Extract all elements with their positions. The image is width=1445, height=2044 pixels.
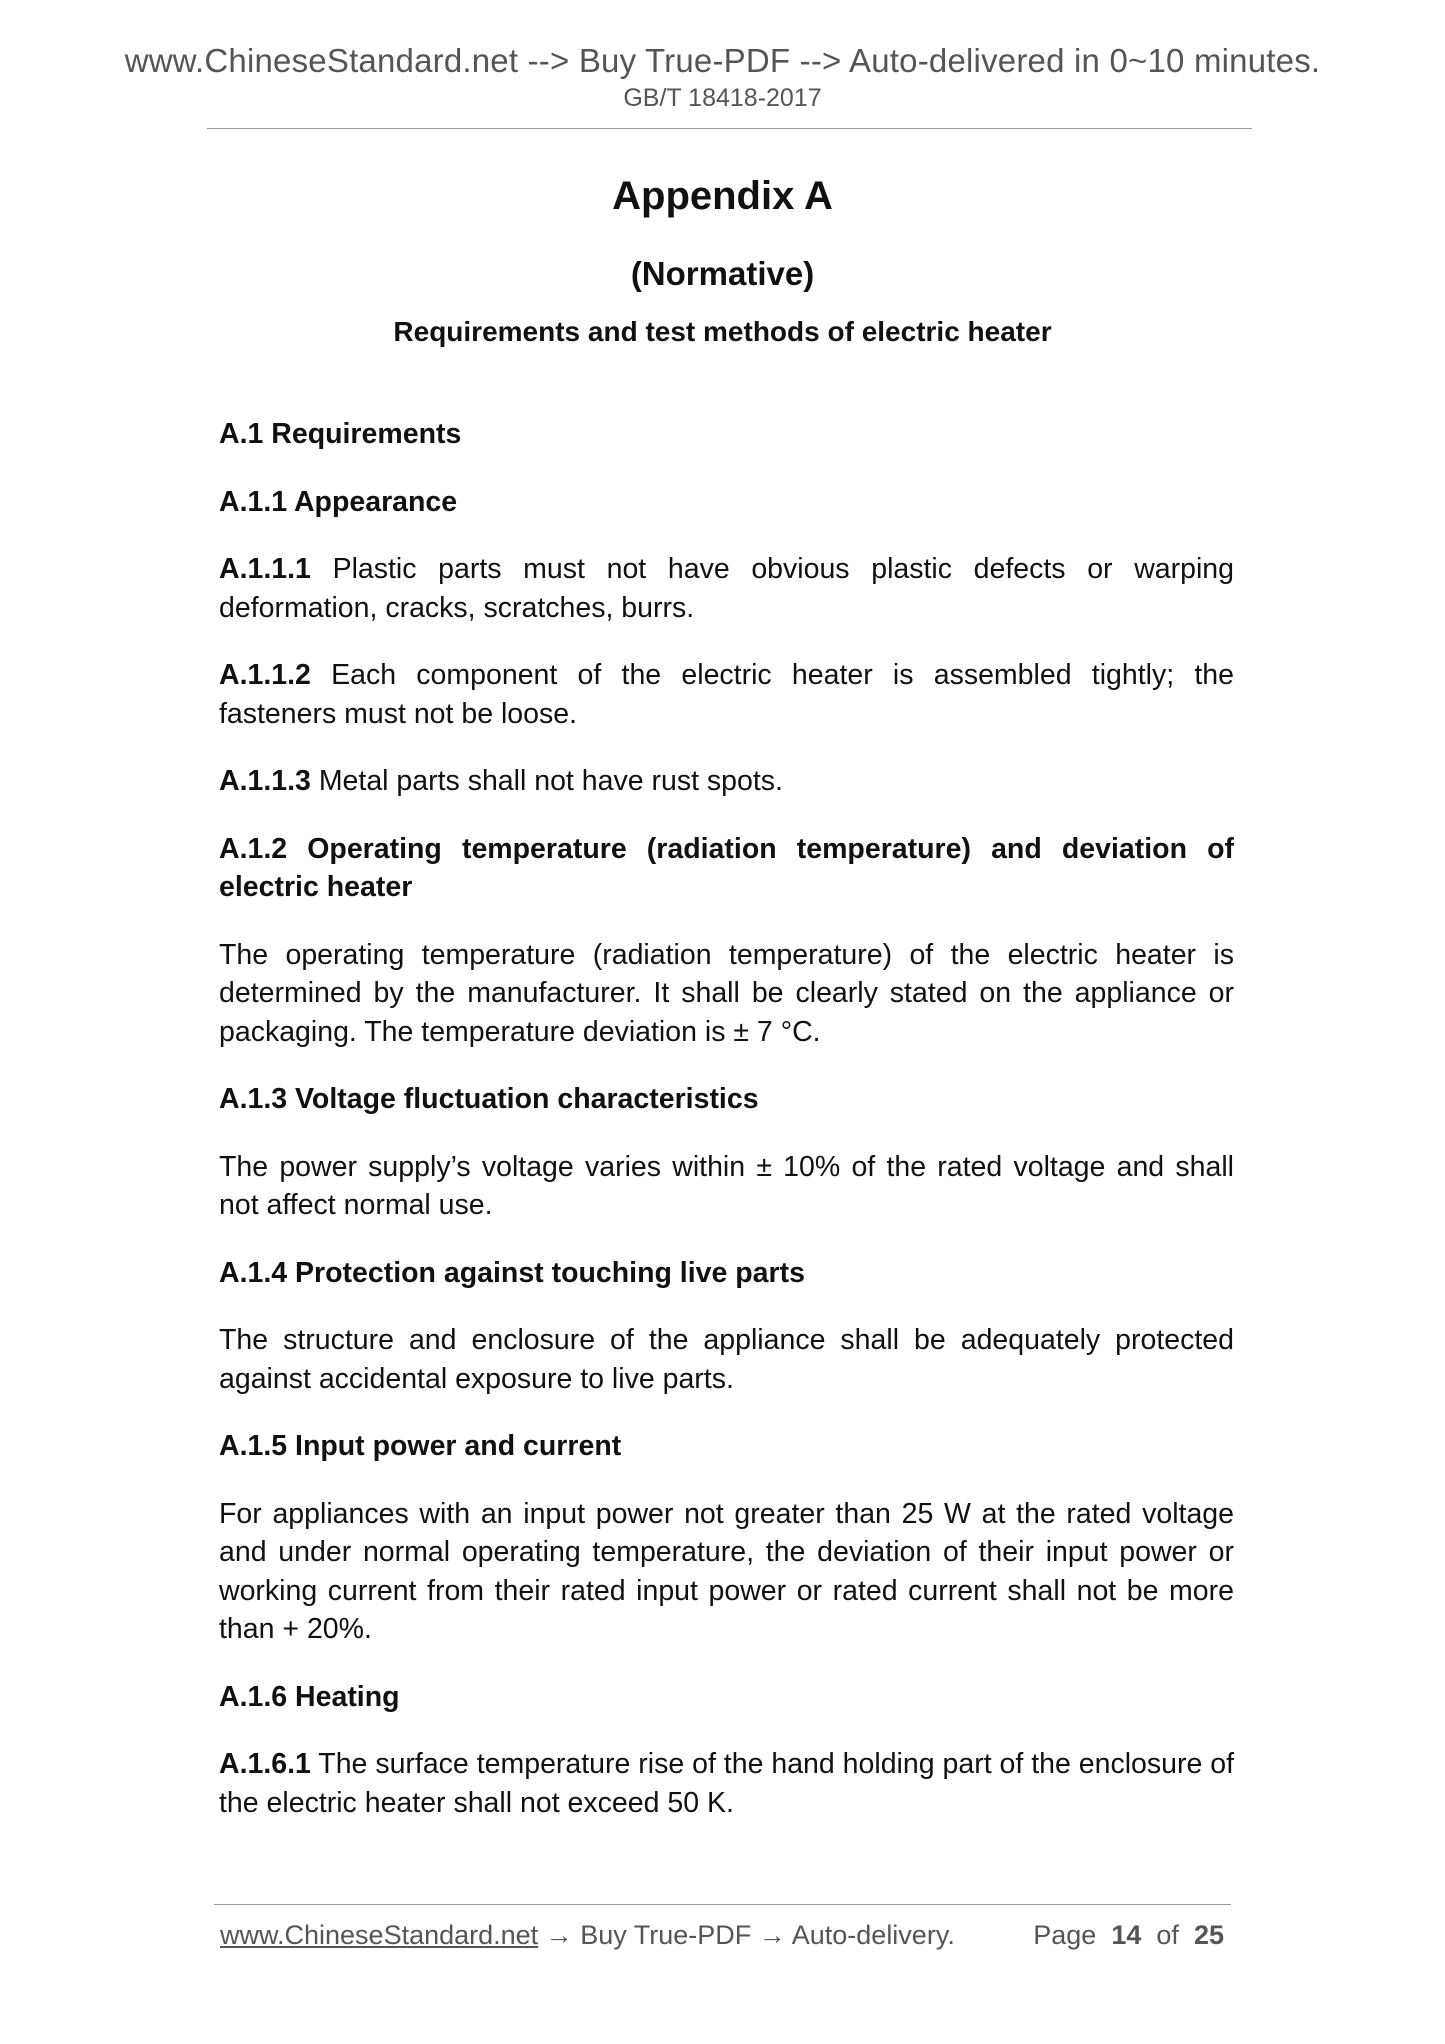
section-heading-a1-5: A.1.5 Input power and current xyxy=(219,1430,622,1462)
header-divider xyxy=(207,128,1252,129)
section-heading-a1: A.1 Requirements xyxy=(219,418,462,450)
clause-number: A.1.6.1 xyxy=(219,1748,311,1780)
clause-number: A.1.1.1 xyxy=(219,553,311,585)
section-heading-a1-3: A.1.3 Voltage fluctuation characteristics xyxy=(219,1083,759,1115)
paragraph-a1-5: For appliances with an input power not greater than 25 W at the rated voltage and under normal operating temperature, the deviation of their input power or working current from their rated input power or rated current shall not be more than + 20%. xyxy=(219,1497,1234,1645)
clause-a1-1-2 xyxy=(219,656,1234,733)
clause-text: Each component of the electric heater is assembled tightly; the fasteners must not be loose. xyxy=(219,659,1234,730)
section-heading-a1-6: A.1.6 Heating xyxy=(219,1680,400,1713)
section-heading-a1-4: A.1.4 Protection against touching live parts xyxy=(219,1256,805,1289)
page-title: Appendix A xyxy=(612,174,833,218)
footer-divider xyxy=(214,1904,1231,1905)
clause-a1-1-1 xyxy=(219,550,1234,627)
clause-text: Metal parts shall not have rust spots. xyxy=(318,765,783,797)
clause-a1-6-1 xyxy=(219,1745,1234,1822)
footer-delivery-text: → Buy True-PDF → Auto-delivery. xyxy=(538,1920,955,1950)
clause-number: A.1.1.2 xyxy=(219,659,311,691)
document-heading: Requirements and test methods of electric heater xyxy=(393,316,1052,347)
page-label: Page xyxy=(1033,1920,1097,1950)
page-number: 14 xyxy=(1111,1920,1142,1950)
section-heading-a1-1: A.1.1 Appearance xyxy=(219,485,458,518)
document-body xyxy=(219,415,1234,1851)
section-heading-a1-2: A.1.2 Operating temperature (radiation temperature) and deviation of electric heater xyxy=(219,832,1234,903)
standard-number: GB/T 18418-2017 xyxy=(623,84,822,112)
clause-text: Plastic parts must not have obvious plastic defects or warping deformation, cracks, scratches, burrs. xyxy=(219,553,1235,624)
clause-a1-1-3 xyxy=(219,762,1234,801)
total-pages: 25 xyxy=(1193,1920,1224,1950)
paragraph-a1-2: The operating temperature (radiation temperature) of the electric heater is determined by the manufacturer. It shall be clearly stated on the appliance or packaging. The temperature deviation is ± 7 °C. xyxy=(219,938,1234,1048)
of-label: of xyxy=(1156,1920,1179,1950)
clause-number: A.1.1.3 xyxy=(219,765,311,797)
page-indicator xyxy=(1033,1920,1224,1951)
header-banner: www.ChineseStandard.net --> Buy True-PDF --> Auto-delivered in 0~10 minutes. xyxy=(124,42,1321,79)
footer-promo xyxy=(220,1920,955,1950)
clause-text: The surface temperature rise of the hand holding part of the enclosure of the electric heater shall not exceed 50 K. xyxy=(219,1748,1235,1819)
page-footer xyxy=(220,1920,1230,1951)
page-subtitle: (Normative) xyxy=(630,255,815,292)
footer-site-link[interactable]: www.ChineseStandard.net xyxy=(220,1920,539,1950)
paragraph-a1-4: The structure and enclosure of the appliance shall be adequately protected against accidental exposure to live parts. xyxy=(219,1324,1234,1395)
paragraph-a1-3: The power supply’s voltage varies within ± 10% of the rated voltage and shall not affect normal use. xyxy=(219,1150,1234,1221)
